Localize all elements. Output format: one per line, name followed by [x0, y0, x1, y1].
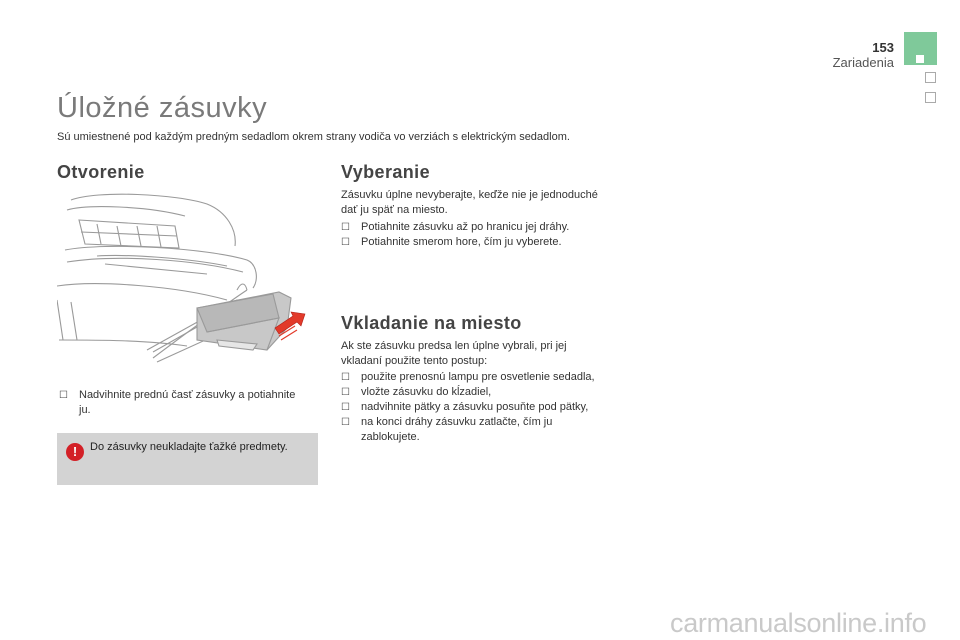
checkbox-icon: ☐	[341, 372, 350, 383]
chapter-tab[interactable]	[925, 92, 936, 103]
checkbox-icon: ☐	[341, 402, 350, 413]
list-item: ☐ vložte zásuvku do kĺzadiel,	[341, 386, 492, 398]
page-title: Úložné zásuvky	[57, 92, 268, 124]
checkbox-icon: ☐	[59, 390, 68, 401]
refitting-steps	[341, 370, 601, 445]
chapter-tab-active[interactable]	[904, 32, 937, 65]
removal-intro: Zásuvku úplne nevyberajte, keďže nie je jednoduché dať ju späť na miesto.	[341, 189, 598, 216]
list-item: ☐ nadvihnite pätky a zásuvku posuňte pod pätky,	[341, 401, 589, 413]
warning-box	[57, 433, 318, 485]
seat-drawer-drawing	[57, 190, 318, 365]
opening-steps	[59, 388, 299, 418]
heading-opening: Otvorenie	[57, 162, 145, 182]
section-name: Zariadenia	[832, 55, 894, 70]
list-item: ☐ Potiahnite smerom hore, čím ju vyberete.	[341, 236, 562, 248]
refitting-intro: Ak ste zásuvku predsa len úplne vybrali, pri jej vkladaní použite tento postup:	[341, 340, 567, 367]
heading-removal: Vyberanie	[341, 162, 430, 182]
heading-refitting: Vkladanie na miesto	[341, 313, 522, 333]
checkbox-icon: ☐	[341, 417, 350, 428]
watermark: carmanualsonline.info	[670, 608, 927, 638]
warning-text: Do zásuvky neukladajte ťažké predmety.	[90, 441, 288, 453]
page-number: 153	[872, 40, 894, 55]
checkbox-icon: ☐	[341, 387, 350, 398]
warning-icon: !	[66, 443, 84, 461]
tab-marker	[916, 55, 924, 63]
seat-drawer-illustration	[57, 190, 318, 365]
checkbox-icon: ☐	[341, 237, 350, 248]
checkbox-icon: ☐	[341, 222, 350, 233]
chapter-tab[interactable]	[925, 72, 936, 83]
removal-steps	[341, 220, 611, 250]
list-item: ☐ použite prenosnú lampu pre osvetlenie sedadla,	[341, 371, 595, 383]
list-item: ☐ Nadvihnite prednú časť zásuvky a potiahnite ju.	[59, 389, 296, 416]
list-item: ☐ na konci dráhy zásuvku zatlačte, čím ju zablokujete.	[341, 416, 553, 443]
intro-text: Sú umiestnené pod každým predným sedadlom okrem strany vodiča vo verziách s elektrickým sedadlom.	[57, 131, 570, 143]
list-item: ☐ Potiahnite zásuvku až po hranicu jej dráhy.	[341, 221, 570, 233]
